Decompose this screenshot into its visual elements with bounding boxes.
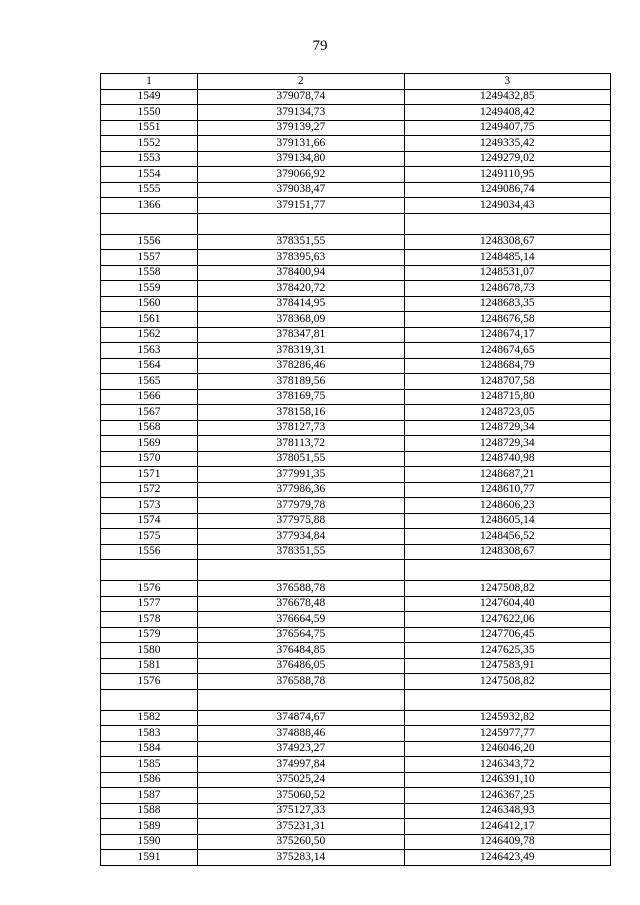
table-row bbox=[101, 198, 611, 214]
x-coordinate-cell: 374888,46 bbox=[198, 726, 405, 742]
y-coordinate-cell: 1249432,85 bbox=[404, 89, 611, 105]
table-row bbox=[101, 741, 611, 757]
x-coordinate-cell: 378395,63 bbox=[198, 250, 405, 266]
y-coordinate-cell: 1247508,82 bbox=[404, 581, 611, 597]
table-row bbox=[101, 389, 611, 405]
y-coordinate-cell: 1248674,17 bbox=[404, 327, 611, 343]
y-coordinate-cell: 1248606,23 bbox=[404, 498, 611, 514]
y-coordinate-cell: 1248687,21 bbox=[404, 467, 611, 483]
point-number-cell bbox=[101, 689, 198, 710]
y-coordinate-cell: 1247508,82 bbox=[404, 674, 611, 690]
point-number-cell: 1579 bbox=[101, 627, 198, 643]
x-coordinate-cell: 379139,27 bbox=[198, 120, 405, 136]
x-coordinate-cell: 378368,09 bbox=[198, 312, 405, 328]
header-row bbox=[101, 74, 611, 90]
y-coordinate-cell: 1248683,35 bbox=[404, 296, 611, 312]
point-number-cell: 1366 bbox=[101, 198, 198, 214]
point-number-cell: 1590 bbox=[101, 834, 198, 850]
point-number-cell: 1561 bbox=[101, 312, 198, 328]
table-row bbox=[101, 451, 611, 467]
x-coordinate-cell: 376588,78 bbox=[198, 674, 405, 690]
point-number-cell: 1570 bbox=[101, 451, 198, 467]
point-number-cell: 1583 bbox=[101, 726, 198, 742]
y-coordinate-cell: 1248308,67 bbox=[404, 234, 611, 250]
table-row bbox=[101, 467, 611, 483]
table-row bbox=[101, 250, 611, 266]
x-coordinate-cell: 376564,75 bbox=[198, 627, 405, 643]
separator-row bbox=[101, 560, 611, 581]
x-coordinate-cell: 378414,95 bbox=[198, 296, 405, 312]
y-coordinate-cell: 1248707,58 bbox=[404, 374, 611, 390]
coordinates-table bbox=[100, 73, 611, 866]
point-number-cell: 1567 bbox=[101, 405, 198, 421]
point-number-cell: 1588 bbox=[101, 803, 198, 819]
point-number-cell: 1580 bbox=[101, 643, 198, 659]
separator-row bbox=[101, 213, 611, 234]
point-number-cell: 1569 bbox=[101, 436, 198, 452]
point-number-cell: 1565 bbox=[101, 374, 198, 390]
x-coordinate-cell: 375025,24 bbox=[198, 772, 405, 788]
table-row bbox=[101, 281, 611, 297]
point-number-cell: 1557 bbox=[101, 250, 198, 266]
table-row bbox=[101, 772, 611, 788]
point-number-cell: 1589 bbox=[101, 819, 198, 835]
x-coordinate-cell: 374997,84 bbox=[198, 757, 405, 773]
point-number-cell: 1553 bbox=[101, 151, 198, 167]
y-coordinate-cell: 1248715,80 bbox=[404, 389, 611, 405]
y-coordinate-cell: 1248674,65 bbox=[404, 343, 611, 359]
y-coordinate-cell: 1248678,73 bbox=[404, 281, 611, 297]
separator-row bbox=[101, 689, 611, 710]
x-coordinate-cell: 377979,78 bbox=[198, 498, 405, 514]
table-row bbox=[101, 436, 611, 452]
y-coordinate-cell: 1245932,82 bbox=[404, 710, 611, 726]
x-coordinate-cell: 378169,75 bbox=[198, 389, 405, 405]
point-number-cell: 1584 bbox=[101, 741, 198, 757]
point-number-cell: 1560 bbox=[101, 296, 198, 312]
y-coordinate-cell: 1246046,20 bbox=[404, 741, 611, 757]
x-coordinate-cell: 379131,66 bbox=[198, 136, 405, 152]
x-coordinate-cell: 378286,46 bbox=[198, 358, 405, 374]
x-coordinate-cell: 377934,84 bbox=[198, 529, 405, 545]
x-coordinate-cell bbox=[198, 560, 405, 581]
column-header-3: 3 bbox=[404, 74, 611, 90]
point-number-cell: 1586 bbox=[101, 772, 198, 788]
y-coordinate-cell: 1247706,45 bbox=[404, 627, 611, 643]
point-number-cell: 1555 bbox=[101, 182, 198, 198]
x-coordinate-cell: 374874,67 bbox=[198, 710, 405, 726]
x-coordinate-cell: 375231,31 bbox=[198, 819, 405, 835]
x-coordinate-cell bbox=[198, 689, 405, 710]
table-row bbox=[101, 710, 611, 726]
point-number-cell: 1559 bbox=[101, 281, 198, 297]
x-coordinate-cell: 378319,31 bbox=[198, 343, 405, 359]
x-coordinate-cell: 376484,85 bbox=[198, 643, 405, 659]
table-row bbox=[101, 627, 611, 643]
y-coordinate-cell: 1248676,58 bbox=[404, 312, 611, 328]
x-coordinate-cell: 376588,78 bbox=[198, 581, 405, 597]
table-row bbox=[101, 513, 611, 529]
y-coordinate-cell: 1248610,77 bbox=[404, 482, 611, 498]
y-coordinate-cell: 1247622,06 bbox=[404, 612, 611, 628]
y-coordinate-cell: 1247625,35 bbox=[404, 643, 611, 659]
point-number-cell bbox=[101, 560, 198, 581]
table-row bbox=[101, 612, 611, 628]
table-row bbox=[101, 136, 611, 152]
y-coordinate-cell: 1249407,75 bbox=[404, 120, 611, 136]
table-row bbox=[101, 674, 611, 690]
y-coordinate-cell: 1249034,43 bbox=[404, 198, 611, 214]
point-number-cell: 1558 bbox=[101, 265, 198, 281]
point-number-cell: 1591 bbox=[101, 850, 198, 866]
x-coordinate-cell: 379078,74 bbox=[198, 89, 405, 105]
y-coordinate-cell: 1248456,52 bbox=[404, 529, 611, 545]
x-coordinate-cell: 379151,77 bbox=[198, 198, 405, 214]
point-number-cell: 1581 bbox=[101, 658, 198, 674]
x-coordinate-cell: 378420,72 bbox=[198, 281, 405, 297]
y-coordinate-cell: 1248485,14 bbox=[404, 250, 611, 266]
x-coordinate-cell: 379066,92 bbox=[198, 167, 405, 183]
y-coordinate-cell: 1246343,72 bbox=[404, 757, 611, 773]
y-coordinate-cell: 1246423,49 bbox=[404, 850, 611, 866]
table-row bbox=[101, 596, 611, 612]
x-coordinate-cell: 375283,14 bbox=[198, 850, 405, 866]
table-row bbox=[101, 234, 611, 250]
table-row bbox=[101, 151, 611, 167]
x-coordinate-cell: 378127,73 bbox=[198, 420, 405, 436]
table-row bbox=[101, 803, 611, 819]
point-number-cell bbox=[101, 213, 198, 234]
table-row bbox=[101, 265, 611, 281]
x-coordinate-cell: 375060,52 bbox=[198, 788, 405, 804]
x-coordinate-cell: 379134,80 bbox=[198, 151, 405, 167]
point-number-cell: 1576 bbox=[101, 674, 198, 690]
y-coordinate-cell: 1248684,79 bbox=[404, 358, 611, 374]
table-row bbox=[101, 581, 611, 597]
point-number-cell: 1572 bbox=[101, 482, 198, 498]
y-coordinate-cell: 1249279,02 bbox=[404, 151, 611, 167]
point-number-cell: 1562 bbox=[101, 327, 198, 343]
y-coordinate-cell: 1246409,78 bbox=[404, 834, 611, 850]
x-coordinate-cell: 378051,55 bbox=[198, 451, 405, 467]
point-number-cell: 1574 bbox=[101, 513, 198, 529]
x-coordinate-cell: 376678,48 bbox=[198, 596, 405, 612]
point-number-cell: 1575 bbox=[101, 529, 198, 545]
x-coordinate-cell: 378189,56 bbox=[198, 374, 405, 390]
table-row bbox=[101, 405, 611, 421]
y-coordinate-cell bbox=[404, 560, 611, 581]
y-coordinate-cell bbox=[404, 689, 611, 710]
table-row bbox=[101, 420, 611, 436]
table-row bbox=[101, 757, 611, 773]
table-header bbox=[101, 74, 611, 90]
table-row bbox=[101, 788, 611, 804]
table-row bbox=[101, 482, 611, 498]
point-number-cell: 1556 bbox=[101, 544, 198, 560]
table-row bbox=[101, 327, 611, 343]
point-number-cell: 1566 bbox=[101, 389, 198, 405]
point-number-cell: 1556 bbox=[101, 234, 198, 250]
table-row bbox=[101, 850, 611, 866]
table-row bbox=[101, 374, 611, 390]
y-coordinate-cell: 1248740,98 bbox=[404, 451, 611, 467]
x-coordinate-cell: 377975,88 bbox=[198, 513, 405, 529]
x-coordinate-cell: 374923,27 bbox=[198, 741, 405, 757]
y-coordinate-cell: 1248308,67 bbox=[404, 544, 611, 560]
x-coordinate-cell: 377991,35 bbox=[198, 467, 405, 483]
page-number: 79 bbox=[312, 38, 328, 54]
y-coordinate-cell: 1247583,91 bbox=[404, 658, 611, 674]
table-row bbox=[101, 544, 611, 560]
table-row bbox=[101, 296, 611, 312]
table-row bbox=[101, 89, 611, 105]
y-coordinate-cell: 1248723,05 bbox=[404, 405, 611, 421]
y-coordinate-cell: 1248729,34 bbox=[404, 420, 611, 436]
point-number-cell: 1551 bbox=[101, 120, 198, 136]
y-coordinate-cell: 1246348,93 bbox=[404, 803, 611, 819]
y-coordinate-cell: 1249086,74 bbox=[404, 182, 611, 198]
table-row bbox=[101, 498, 611, 514]
table-row bbox=[101, 182, 611, 198]
point-number-cell: 1549 bbox=[101, 89, 198, 105]
table-row bbox=[101, 529, 611, 545]
table-row bbox=[101, 120, 611, 136]
x-coordinate-cell: 375260,50 bbox=[198, 834, 405, 850]
point-number-cell: 1571 bbox=[101, 467, 198, 483]
table-row bbox=[101, 343, 611, 359]
table-row bbox=[101, 312, 611, 328]
x-coordinate-cell: 378351,55 bbox=[198, 544, 405, 560]
table-row bbox=[101, 643, 611, 659]
x-coordinate-cell bbox=[198, 213, 405, 234]
table-row bbox=[101, 105, 611, 121]
point-number-cell: 1550 bbox=[101, 105, 198, 121]
table-row bbox=[101, 819, 611, 835]
y-coordinate-cell: 1248729,34 bbox=[404, 436, 611, 452]
y-coordinate-cell: 1246412,17 bbox=[404, 819, 611, 835]
y-coordinate-cell: 1249110,95 bbox=[404, 167, 611, 183]
x-coordinate-cell: 378400,94 bbox=[198, 265, 405, 281]
point-number-cell: 1554 bbox=[101, 167, 198, 183]
point-number-cell: 1577 bbox=[101, 596, 198, 612]
x-coordinate-cell: 375127,33 bbox=[198, 803, 405, 819]
y-coordinate-cell: 1248531,07 bbox=[404, 265, 611, 281]
x-coordinate-cell: 378347,81 bbox=[198, 327, 405, 343]
table-row bbox=[101, 358, 611, 374]
point-number-cell: 1582 bbox=[101, 710, 198, 726]
table-row bbox=[101, 658, 611, 674]
point-number-cell: 1587 bbox=[101, 788, 198, 804]
y-coordinate-cell: 1246391,10 bbox=[404, 772, 611, 788]
y-coordinate-cell: 1247604,40 bbox=[404, 596, 611, 612]
point-number-cell: 1573 bbox=[101, 498, 198, 514]
y-coordinate-cell: 1248605,14 bbox=[404, 513, 611, 529]
x-coordinate-cell: 378158,16 bbox=[198, 405, 405, 421]
x-coordinate-cell: 376664,59 bbox=[198, 612, 405, 628]
x-coordinate-cell: 376486,05 bbox=[198, 658, 405, 674]
table-row bbox=[101, 726, 611, 742]
x-coordinate-cell: 379038,47 bbox=[198, 182, 405, 198]
point-number-cell: 1578 bbox=[101, 612, 198, 628]
x-coordinate-cell: 378351,55 bbox=[198, 234, 405, 250]
y-coordinate-cell: 1249335,42 bbox=[404, 136, 611, 152]
y-coordinate-cell: 1246367,25 bbox=[404, 788, 611, 804]
x-coordinate-cell: 379134,73 bbox=[198, 105, 405, 121]
y-coordinate-cell: 1245977,77 bbox=[404, 726, 611, 742]
point-number-cell: 1568 bbox=[101, 420, 198, 436]
y-coordinate-cell bbox=[404, 213, 611, 234]
point-number-cell: 1564 bbox=[101, 358, 198, 374]
y-coordinate-cell: 1249408,42 bbox=[404, 105, 611, 121]
column-header-2: 2 bbox=[198, 74, 405, 90]
table-row bbox=[101, 834, 611, 850]
x-coordinate-cell: 377986,36 bbox=[198, 482, 405, 498]
x-coordinate-cell: 378113,72 bbox=[198, 436, 405, 452]
table-body bbox=[101, 89, 611, 865]
point-number-cell: 1585 bbox=[101, 757, 198, 773]
point-number-cell: 1552 bbox=[101, 136, 198, 152]
column-header-1: 1 bbox=[101, 74, 198, 90]
point-number-cell: 1576 bbox=[101, 581, 198, 597]
point-number-cell: 1563 bbox=[101, 343, 198, 359]
table-row bbox=[101, 167, 611, 183]
